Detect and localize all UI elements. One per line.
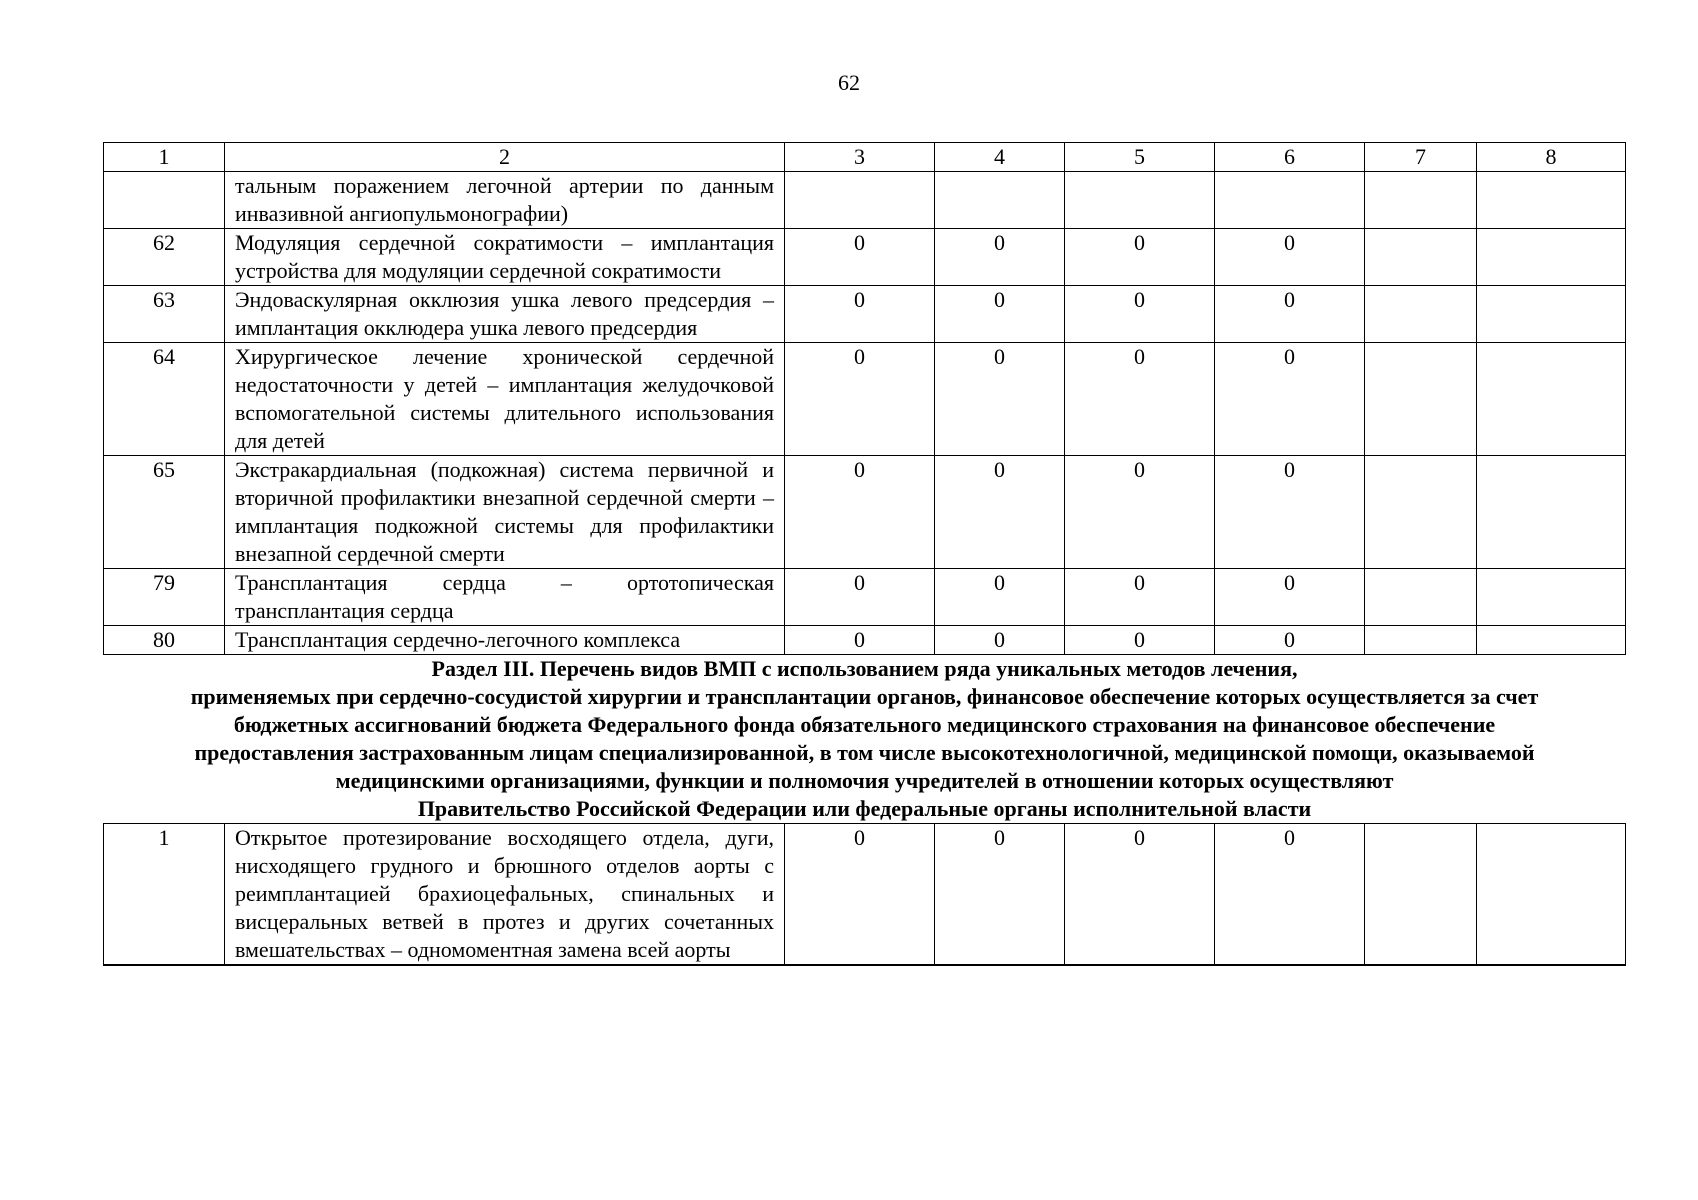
value-col-3: 0 xyxy=(785,569,935,626)
value-col-6: 0 xyxy=(1215,824,1365,966)
header-cell: 5 xyxy=(1065,143,1215,172)
value-col-4: 0 xyxy=(935,286,1065,343)
value-col-7 xyxy=(1365,824,1477,966)
section-title-line: бюджетных ассигнований бюджета Федерального фонда обязательного медицинского страхования на финансовое обеспечение xyxy=(233,712,1496,737)
table-row xyxy=(104,229,1626,286)
value-col-4 xyxy=(935,172,1065,229)
procedure-text: Хирургическое лечение хронической сердечной недостаточности у детей – имплантация желудочковой вспомогательной системы длительного использования для детей xyxy=(225,343,785,456)
row-number: 64 xyxy=(104,343,225,456)
value-col-6 xyxy=(1215,172,1365,229)
section-title-line: медицинскими организациями, функции и полномочия учредителей в отношении которых осуществляют xyxy=(335,768,1394,793)
header-cell: 6 xyxy=(1215,143,1365,172)
section-title-line: Правительство Российской Федерации или федеральные органы исполнительной власти xyxy=(417,796,1312,821)
value-col-3: 0 xyxy=(785,343,935,456)
value-col-7 xyxy=(1365,569,1477,626)
row-number: 63 xyxy=(104,286,225,343)
procedure-text: Эндоваскулярная окклюзия ушка левого предсердия – имплантация окклюдера ушка левого предсердия xyxy=(225,286,785,343)
procedure-text: Модуляция сердечной сократимости – имплантация устройства для модуляции сердечной сократимости xyxy=(225,229,785,286)
value-col-4: 0 xyxy=(935,229,1065,286)
header-cell: 3 xyxy=(785,143,935,172)
procedure-text: Экстракардиальная (подкожная) система первичной и вторичной профилактики внезапной сердечной смерти – имплантация подкожной системы для профилактики внезапной сердечной смерти xyxy=(225,456,785,569)
row-number xyxy=(104,172,225,229)
header-cell: 4 xyxy=(935,143,1065,172)
value-col-6: 0 xyxy=(1215,343,1365,456)
value-col-7 xyxy=(1365,229,1477,286)
value-col-6: 0 xyxy=(1215,626,1365,655)
table-row xyxy=(104,626,1626,655)
value-col-5 xyxy=(1065,172,1215,229)
row-number: 62 xyxy=(104,229,225,286)
value-col-3: 0 xyxy=(785,626,935,655)
header-cell: 1 xyxy=(104,143,225,172)
value-col-4: 0 xyxy=(935,343,1065,456)
value-col-8 xyxy=(1477,286,1626,343)
value-col-5: 0 xyxy=(1065,824,1215,966)
value-col-8 xyxy=(1477,172,1626,229)
value-col-8 xyxy=(1477,569,1626,626)
procedure-text: тальным поражением легочной артерии по данным инвазивной ангиопульмонографии) xyxy=(225,172,785,229)
vmp-table xyxy=(103,142,1626,966)
header-cell: 7 xyxy=(1365,143,1477,172)
value-col-3: 0 xyxy=(785,456,935,569)
value-col-8 xyxy=(1477,824,1626,966)
value-col-6: 0 xyxy=(1215,229,1365,286)
section-title-line: применяемых при сердечно-сосудистой хирургии и трансплантации органов, финансовое обеспечение которых осуществляется за счет xyxy=(190,684,1539,709)
value-col-7 xyxy=(1365,172,1477,229)
section-heading-row xyxy=(104,655,1626,824)
value-col-6: 0 xyxy=(1215,286,1365,343)
procedure-text: Трансплантация сердца – ортотопическая трансплантация сердца xyxy=(225,569,785,626)
value-col-7 xyxy=(1365,343,1477,456)
value-col-4: 0 xyxy=(935,456,1065,569)
value-col-3 xyxy=(785,172,935,229)
value-col-8 xyxy=(1477,456,1626,569)
table-row xyxy=(104,286,1626,343)
value-col-5: 0 xyxy=(1065,229,1215,286)
value-col-4: 0 xyxy=(935,824,1065,966)
header-cell: 8 xyxy=(1477,143,1626,172)
value-col-7 xyxy=(1365,456,1477,569)
row-number: 79 xyxy=(104,569,225,626)
value-col-5: 0 xyxy=(1065,569,1215,626)
section-title-line: предоставления застрахованным лицам специализированной, в том числе высокотехнологичной, медицинской помощи, оказываемой xyxy=(194,740,1535,765)
procedure-text: Открытое протезирование восходящего отдела, дуги, нисходящего грудного и брюшного отделов аорты с реимплантацией брахиоцефальных, спинальных и висцеральных ветвей в протез и других сочетанных вмешательствах – одномоментная замена всей аорты xyxy=(225,824,785,966)
procedure-text: Трансплантация сердечно-легочного комплекса xyxy=(225,626,785,655)
value-col-8 xyxy=(1477,626,1626,655)
value-col-6: 0 xyxy=(1215,569,1365,626)
page-number: 62 xyxy=(838,70,860,95)
value-col-5: 0 xyxy=(1065,626,1215,655)
table-row xyxy=(104,343,1626,456)
value-col-4: 0 xyxy=(935,626,1065,655)
header-cell: 2 xyxy=(225,143,785,172)
column-number-header xyxy=(104,143,1626,172)
table-row xyxy=(104,456,1626,569)
table-row xyxy=(104,569,1626,626)
value-col-5: 0 xyxy=(1065,456,1215,569)
value-col-5: 0 xyxy=(1065,343,1215,456)
table-row xyxy=(104,172,1626,229)
value-col-3: 0 xyxy=(785,286,935,343)
value-col-8 xyxy=(1477,229,1626,286)
row-number: 65 xyxy=(104,456,225,569)
value-col-3: 0 xyxy=(785,229,935,286)
value-col-8 xyxy=(1477,343,1626,456)
table-row xyxy=(104,824,1626,966)
section-heading xyxy=(104,655,1626,824)
value-col-7 xyxy=(1365,286,1477,343)
row-number: 1 xyxy=(104,824,225,966)
value-col-4: 0 xyxy=(935,569,1065,626)
section-title-line: Раздел III. Перечень видов ВМП с использованием ряда уникальных методов лечения, xyxy=(431,656,1298,681)
row-number: 80 xyxy=(104,626,225,655)
value-col-6: 0 xyxy=(1215,456,1365,569)
value-col-7 xyxy=(1365,626,1477,655)
value-col-5: 0 xyxy=(1065,286,1215,343)
value-col-3: 0 xyxy=(785,824,935,966)
